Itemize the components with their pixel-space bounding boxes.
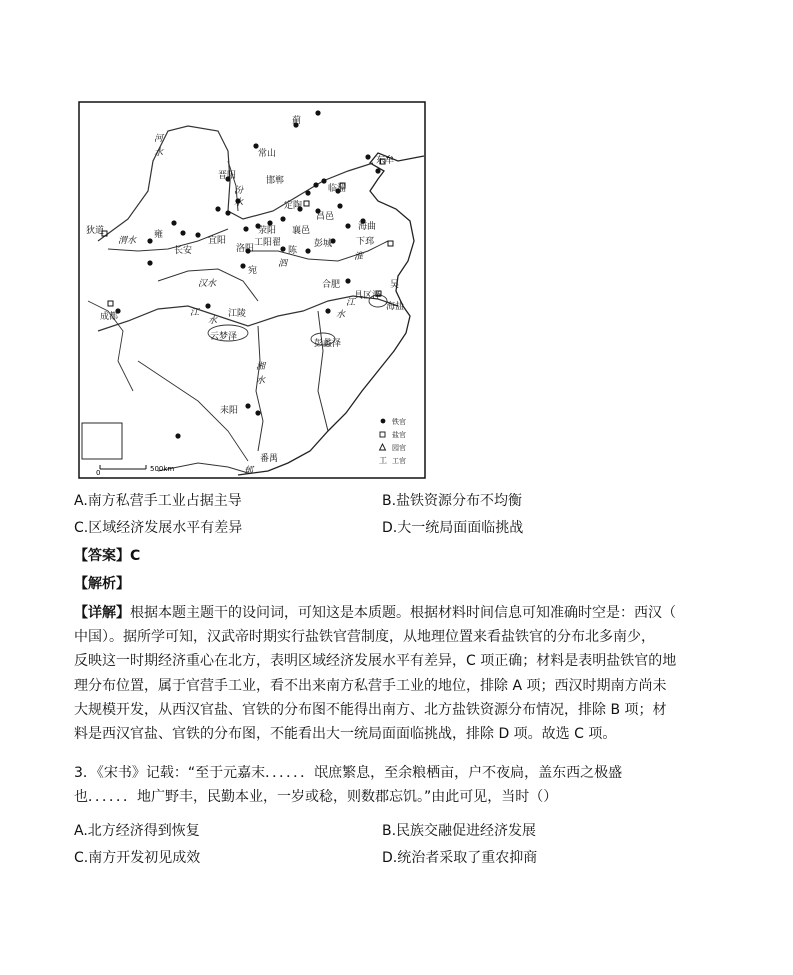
river-label: 江: [346, 298, 356, 308]
river-label: 水: [208, 316, 218, 326]
place-label: 下邳: [356, 237, 375, 247]
place-label: 晋阳: [218, 171, 237, 181]
option-text: 区域经济发展水平有差异: [88, 520, 243, 536]
option-d[interactable]: [382, 518, 523, 538]
place-label: 彭蠡泽: [314, 339, 342, 349]
scale-zero-label: 0: [96, 469, 101, 477]
place-label: 成都: [100, 312, 119, 322]
river-label: 水: [336, 310, 346, 320]
inset-box: [82, 423, 122, 459]
river-label: 河: [154, 134, 164, 144]
river-label: 淮: [354, 252, 364, 262]
place-label: 宜阳: [208, 236, 227, 246]
place-label: 耒阳: [220, 406, 239, 416]
river-label: 江: [190, 308, 200, 318]
place-label: 云梦泽: [210, 332, 238, 342]
place-label: 狄道: [86, 226, 105, 236]
analysis-label: 【解析】: [74, 576, 130, 592]
q3-option-d[interactable]: [382, 848, 537, 868]
place-label: 宛: [248, 266, 258, 276]
option-text: 大一统局面面临挑战: [397, 520, 524, 536]
place-label: 海盐: [386, 302, 405, 312]
legend-label: 盐官: [392, 431, 406, 439]
place-label: 吴: [390, 280, 400, 290]
han-salt-iron-map: [78, 101, 426, 479]
river-label: 湘: [256, 362, 266, 372]
option-text: 北方经济得到恢复: [87, 823, 200, 839]
place-label: 工阳翟: [254, 238, 282, 248]
q3-option-a[interactable]: [74, 821, 200, 841]
option-text: 盐铁资源分布不均衡: [396, 493, 523, 509]
detail-line: 大规模开发，从西汉官盐、官铁的分布图不能得出南方、北方盐铁资源分布情况，排除 B 项；材: [74, 701, 667, 718]
detail-line: 反映这一时期经济重心在北方，表明区域经济发展水平有差异，C 项正确；材料是表明盐铁官的地: [74, 653, 677, 670]
place-label: 昌邑: [316, 212, 335, 222]
river-label: 汾: [234, 186, 244, 196]
option-letter: D.: [382, 850, 398, 866]
place-label: 临淄: [328, 184, 347, 194]
place-label: 常山: [258, 149, 277, 159]
place-label: 番禺: [260, 454, 279, 464]
place-label: 定陶: [284, 201, 303, 211]
river-label: 郁: [244, 466, 254, 476]
legend-label: 铁官: [392, 418, 406, 426]
place-label: 襄邑: [292, 226, 311, 236]
q3-option-c[interactable]: [74, 848, 200, 868]
option-letter: A.: [74, 823, 88, 839]
answer-line: [74, 546, 140, 566]
option-letter: C.: [74, 850, 89, 866]
legend-label: 园官: [392, 444, 406, 452]
river-label: 渭水: [118, 236, 137, 246]
river-label: 水: [256, 376, 266, 386]
option-a[interactable]: [74, 491, 242, 511]
option-text: 民族交融促进经济发展: [396, 823, 537, 839]
option-c[interactable]: [74, 518, 242, 538]
option-b[interactable]: [382, 491, 522, 511]
detail-line: 理分布位置，属于官营手工业，看不出来南方私营手工业的地位，排除 A 项；西汉时期南方尚未: [74, 677, 667, 694]
place-label: 蓟: [292, 116, 302, 126]
place-label: 江陵: [228, 309, 247, 319]
option-letter: B.: [382, 493, 397, 509]
answer-label: 【答案】: [74, 548, 130, 564]
place-label: 合肥: [322, 280, 341, 290]
place-label: 海曲: [358, 222, 377, 232]
detail-label: 【详解】: [74, 605, 130, 621]
option-text: 统治者采取了重农抑商: [397, 850, 538, 866]
place-label: 陈: [288, 246, 298, 256]
place-label: 洛阳: [236, 244, 255, 254]
place-label: 具区泽: [354, 291, 382, 301]
detail-paragraph: [74, 601, 677, 746]
place-label: 雍: [154, 230, 164, 240]
option-text: 南方私营手工业占据主导: [87, 493, 242, 509]
gongguan-symbol: 工: [379, 456, 387, 465]
q3-option-b[interactable]: [382, 821, 536, 841]
option-text: 南方开发初见成效: [88, 850, 201, 866]
question-line: 也．．．．．．地广野丰，民勤本业，一岁或稔，则数郡忘饥。”由此可见，当时（）: [74, 789, 558, 806]
option-letter: B.: [382, 823, 397, 839]
river-label: 水: [234, 198, 244, 208]
detail-line: 【详解】根据本题主题干的设问词，可知这是本质题。根据材料时间信息可知准确时空是：西汉（: [74, 605, 676, 621]
river-label: 水: [154, 148, 164, 158]
question-line: 3．《宋书》记载：“至于元嘉末．．．．．．氓庶繁息，至余粮栖亩，户不夜扃，盖东西之极盛: [74, 765, 623, 781]
scale-km-label: 500km: [150, 465, 175, 473]
place-label: 长安: [174, 246, 193, 256]
river-label: 汉水: [198, 279, 217, 289]
option-letter: A.: [74, 493, 88, 509]
place-label: 彭城: [314, 239, 333, 249]
river-label: 泗: [278, 259, 288, 269]
answer-value: C: [130, 548, 141, 564]
legend-label: 工官: [392, 457, 406, 465]
detail-line: 料是西汉官盐、官铁的分布图，不能看出大一统局面面临挑战，排除 D 项。故选 C 项。: [74, 726, 617, 743]
option-letter: C.: [74, 520, 89, 536]
option-letter: D.: [382, 520, 398, 536]
place-label: 邯郸: [266, 176, 285, 186]
place-label: 东牟: [376, 156, 395, 166]
detail-line: 中国）。据所学可知，汉武帝时期实行盐铁官营制度，从地理位置来看盐铁官的分布北多南少，: [74, 629, 655, 646]
question-3-stem: [74, 761, 674, 809]
place-label: 荥阳: [258, 226, 277, 236]
